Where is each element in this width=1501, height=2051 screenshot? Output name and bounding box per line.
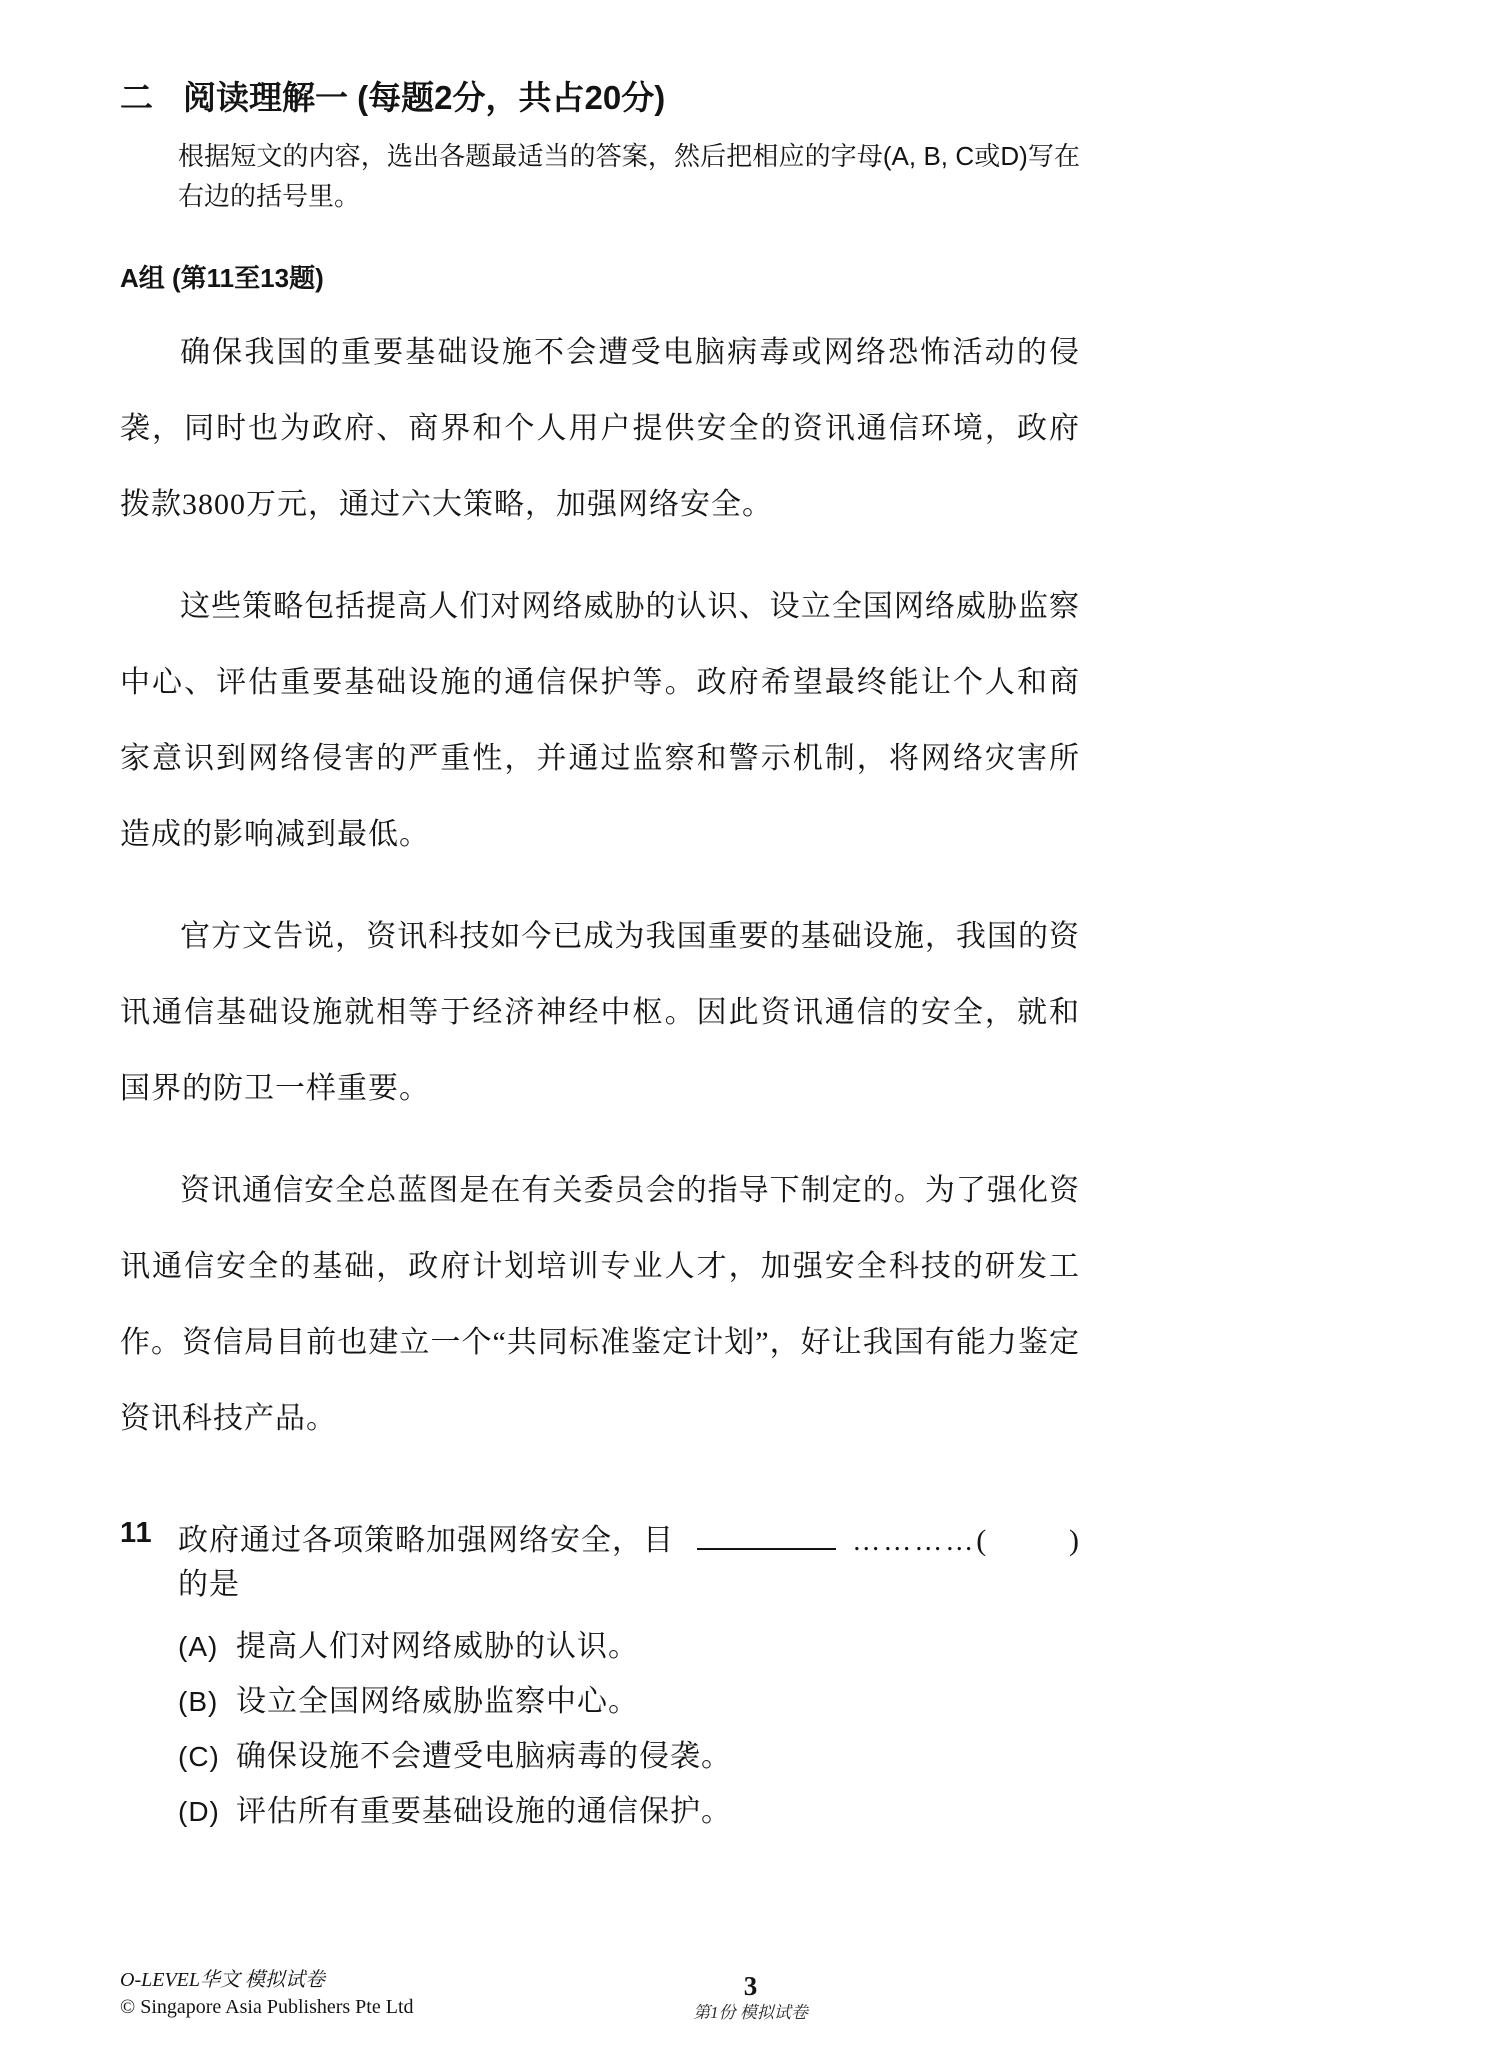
page-footer (0, 1963, 1501, 2025)
passage-paragraph: 这些策略包括提高人们对网络威胁的认识、设立全国网络威胁监察中心、评估重要基础设施的通信保护等。政府希望最终能让个人和商家意识到网络侵害的严重性，并通过监察和警示机制，将网络灾害所造成的影响减到最低。 (120, 590, 1080, 852)
answer-blank (697, 1548, 836, 1550)
section-header (120, 78, 1080, 118)
section-number: 二 (120, 79, 153, 116)
answer-options (178, 1619, 1080, 1839)
footer-center-block (0, 1971, 1501, 2025)
question-stem: 政府通过各项策略加强网络安全，目的是 (178, 1524, 674, 1602)
page-content (120, 78, 1080, 1839)
page-number: 3 (743, 1971, 758, 2001)
option-label: (A) (178, 1631, 219, 1663)
option-text: 确保设施不会遭受电脑病毒的侵袭。 (236, 1740, 732, 1774)
option-label: (B) (178, 1686, 219, 1718)
bracket-close: ) (1069, 1524, 1081, 1558)
option-label: (C) (178, 1741, 220, 1773)
footer-paper-label: 第1份 模拟试卷 (693, 2003, 808, 2022)
group-label: A组 (第11至13题) (120, 263, 324, 294)
question-line (178, 1515, 1080, 1603)
option-b (178, 1674, 1080, 1729)
option-text: 设立全国网络威胁监察中心。 (236, 1685, 639, 1719)
dotted-leader: ………… (852, 1526, 977, 1558)
passage-paragraph: 确保我国的重要基础设施不会遭受电脑病毒或网络恐怖活动的侵袭，同时也为政府、商界和个人用户提供安全的资讯通信环境，政府拨款3800万元，通过六大策略，加强网络安全。 (120, 336, 1080, 522)
question-11 (120, 1515, 1080, 1603)
bracket-open: ( (976, 1524, 988, 1558)
section-title: 阅读理解一 (每题2分，共占20分) (183, 79, 666, 116)
option-text: 提高人们对网络威胁的认识。 (236, 1630, 639, 1664)
option-label: (D) (178, 1796, 220, 1828)
option-d (178, 1784, 1080, 1839)
option-a (178, 1619, 1080, 1674)
instructions-text: 根据短文的内容，选出各题最适当的答案，然后把相应的字母(A, B, C或D)写在右边的括号里。 (178, 140, 1080, 211)
footer-copyright: © Singapore Asia Publishers Pte Ltd (120, 1996, 414, 2018)
option-text: 评估所有重要基础设施的通信保护。 (236, 1795, 732, 1829)
option-c (178, 1729, 1080, 1784)
passage-paragraph: 官方文告说，资讯科技如今已成为我国重要的基础设施，我国的资讯通信基础设施就相等于经济神经中枢。因此资讯通信的安全，就和国界的防卫一样重要。 (120, 920, 1080, 1106)
footer-series: O-LEVEL华文 模拟试卷 (120, 1969, 325, 1991)
passage-paragraph: 资讯通信安全总蓝图是在有关委员会的指导下制定的。为了强化资讯通信安全的基础，政府计划培训专业人才，加强安全科技的研发工作。资信局目前也建立一个“共同标准鉴定计划”，好让我国有能力鉴定资讯科技产品。 (120, 1174, 1080, 1436)
answer-bracket (976, 1524, 1080, 1558)
question-number: 11 (120, 1517, 153, 1550)
reading-passage (120, 315, 1080, 1457)
